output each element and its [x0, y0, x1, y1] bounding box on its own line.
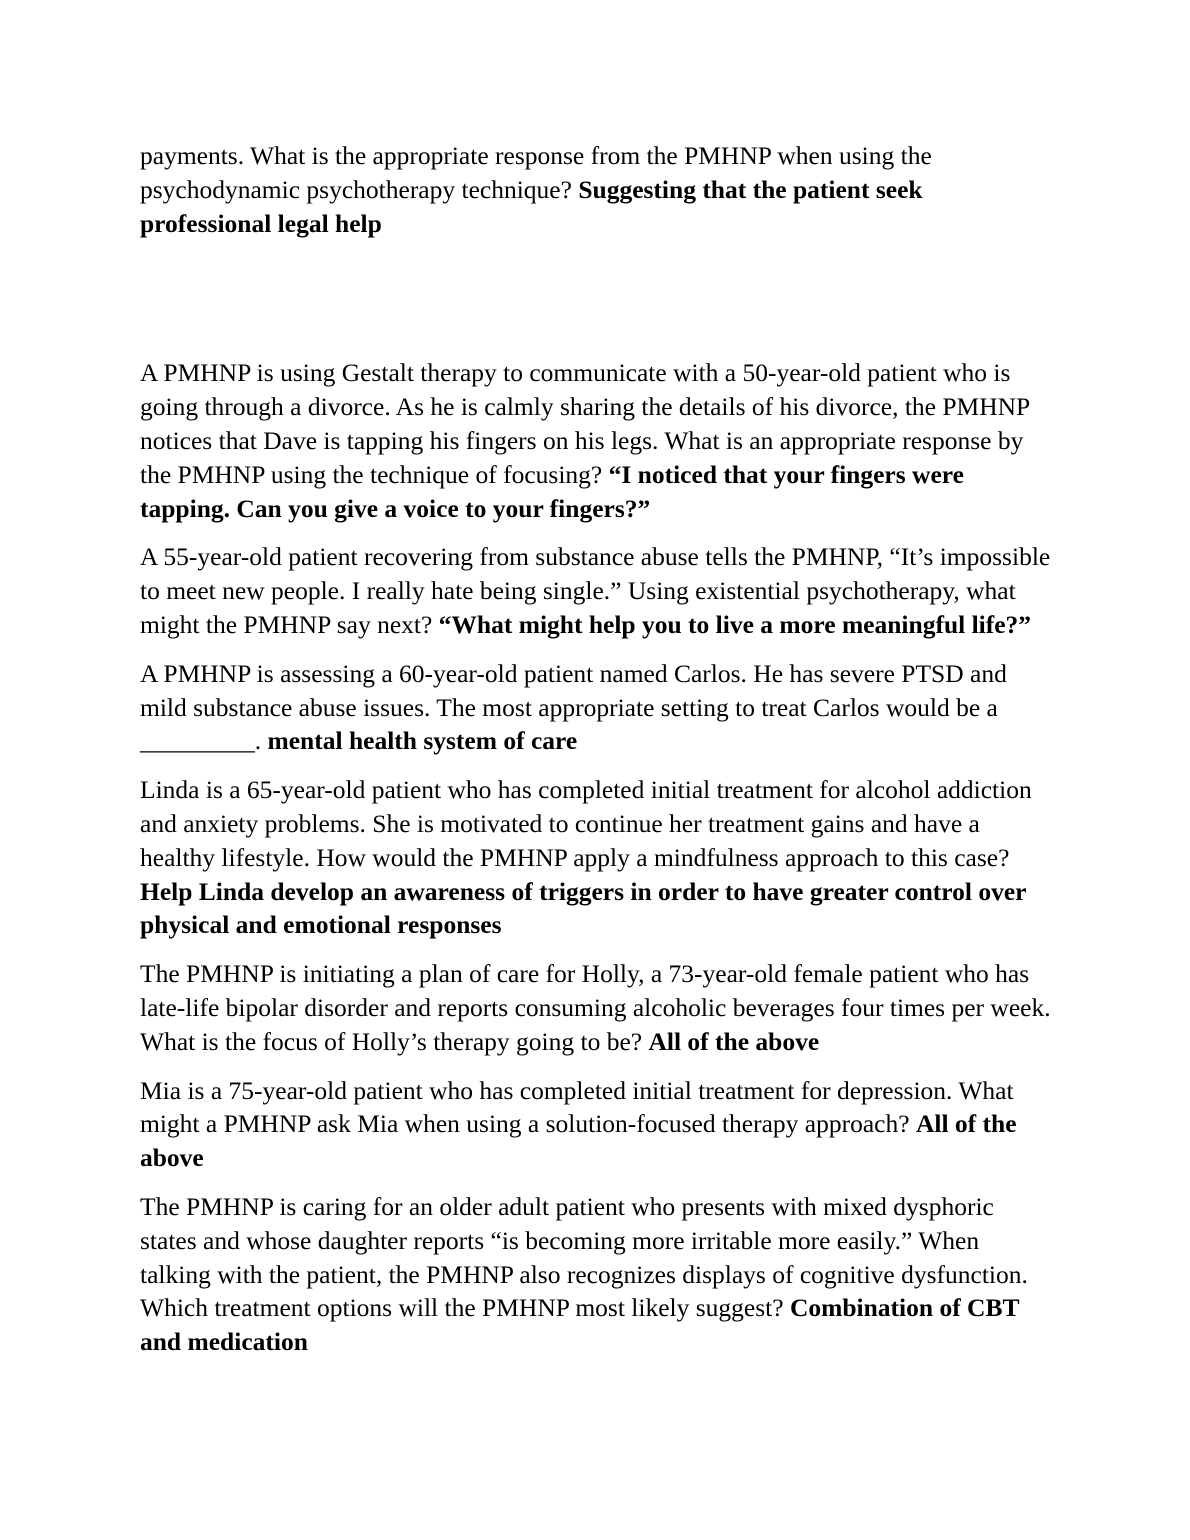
answer-text: All of the above: [140, 1109, 1017, 1173]
qa-paragraph: [140, 540, 1052, 641]
answer-text: “I noticed that your fingers were tapping. Can you give a voice to your fingers?”: [140, 459, 964, 523]
answer-text: “What might help you to live a more meaningful life?”: [438, 609, 1032, 639]
question-text: payments. What is the appropriate response from the PMHNP when using the psychodynamic psychotherapy technique?: [140, 141, 932, 204]
answer-text: Help Linda develop an awareness of triggers in order to have greater control over physical and emotional responses: [140, 876, 1027, 940]
qa-paragraph: [140, 139, 1052, 240]
question-text: The PMHNP is caring for an older adult patient who presents with mixed dysphoric states and whose daughter reports “is becoming more irritable more easily.” When talking with the patient, the PMHNP also recognizes displays of cognitive dysfunction. Which treatment options will the PMHNP most likely suggest?: [140, 1191, 1028, 1323]
question-text: Linda is a 65-year-old patient who has completed initial treatment for alcohol addiction and anxiety problems. She is motivated to continue her treatment gains and have a healthy lifestyle. How would the PMHNP apply a mindfulness approach to this case?: [140, 775, 1032, 872]
question-text: Mia is a 75-year-old patient who has completed initial treatment for depression. What might a PMHNP ask Mia when using a solution-focused therapy approach?: [140, 1075, 1014, 1139]
answer-text: Suggesting that the patient seek professional legal help: [140, 174, 923, 238]
qa-paragraph: [140, 1190, 1052, 1359]
question-text: A PMHNP is using Gestalt therapy to communicate with a 50-year-old patient who is going through a divorce. As he is calmly sharing the details of his divorce, the PMHNP notices that Dave is tapping his fingers on his legs. What is an appropriate response by the PMHNP using the technique of focusing?: [140, 358, 1030, 489]
question-text: The PMHNP is initiating a plan of care for Holly, a 73-year-old female patient who has late-life bipolar disorder and reports consuming alcoholic beverages four times per week. What is the focus of Holly’s therapy going to be?: [140, 959, 1051, 1056]
document-page: [140, 139, 1052, 1359]
answer-text: mental health system of care: [267, 726, 578, 756]
answer-text: Combination of CBT and medication: [140, 1293, 1020, 1357]
question-text: A PMHNP is assessing a 60-year-old patient named Carlos. He has severe PTSD and mild substance abuse issues. The most appropriate setting to treat Carlos would be a _________.: [140, 658, 1007, 756]
qa-paragraph: [140, 356, 1052, 525]
qa-paragraph: [140, 957, 1052, 1058]
answer-text: All of the above: [648, 1026, 820, 1056]
qa-paragraph: [140, 657, 1052, 758]
qa-paragraph: [140, 1074, 1052, 1175]
question-text: A 55-year-old patient recovering from substance abuse tells the PMHNP, “It’s impossible to meet new people. I really hate being single.” Using existential psychotherapy, what might the PMHNP say next?: [140, 542, 1051, 639]
qa-paragraph: [140, 773, 1052, 942]
